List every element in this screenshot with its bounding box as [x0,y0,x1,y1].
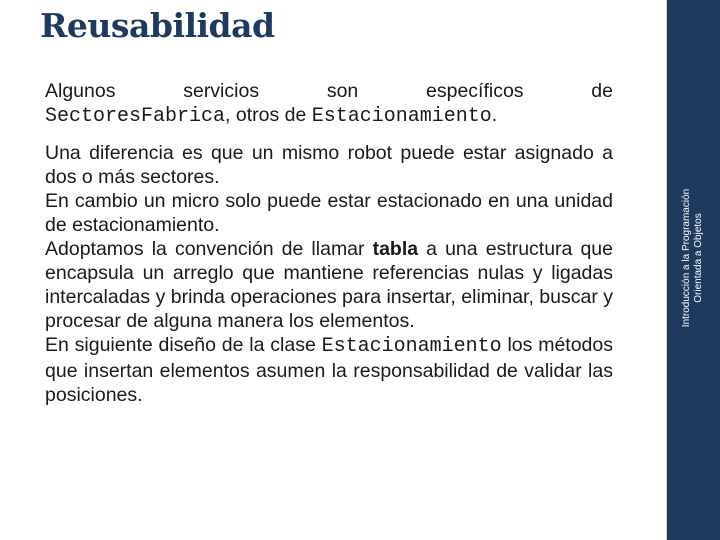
paragraph-table-text-b: a una estructura que encapsula un arreglo que mantiene referencias nulas y ligadas intercaladas y brinda operaciones para insertar, eliminar, buscar y procesar de alguna manera los elementos. [45,238,613,332]
slide-title: Reusabilidad [40,6,275,45]
slide-body [45,79,613,407]
sidebar-caption-line2: Orientada a Objetos [693,213,704,303]
paragraph-robot-difference: Una diferencia es que un mismo robot puede estar asignado a dos o más sectores. [45,142,613,188]
sidebar-caption-text [681,189,705,327]
paragraph-table-text-a: Adoptamos la convención de llamar [45,238,373,260]
paragraph-design-text-b: los métodos que insertan elementos asumen la responsabilidad de validar las posiciones. [45,334,613,406]
code-estacionamiento-class: Estacionamiento [321,335,502,358]
code-sectores-fabrica: SectoresFabrica [45,105,226,128]
sidebar-caption [667,0,720,540]
paragraph-micro-parking: En cambio un micro solo puede estar estacionado en una unidad de estacionamiento. [45,190,613,236]
code-estacionamiento: Estacionamiento [311,105,492,128]
paragraph-services-text-c: . [491,104,498,126]
sidebar-caption-line1: Introducción a la Programación [681,188,692,328]
paragraph-services-line1: Algunos servicios son específicos de [45,80,613,102]
paragraph-table-convention [45,237,613,333]
paragraph-design-text-a: En siguiente diseño de la clase [45,334,322,356]
paragraph-class-design [45,333,613,407]
paragraph-services-text-b: , otros de [225,104,312,126]
term-tabla: tabla [372,238,419,260]
paragraph-services [45,79,613,129]
